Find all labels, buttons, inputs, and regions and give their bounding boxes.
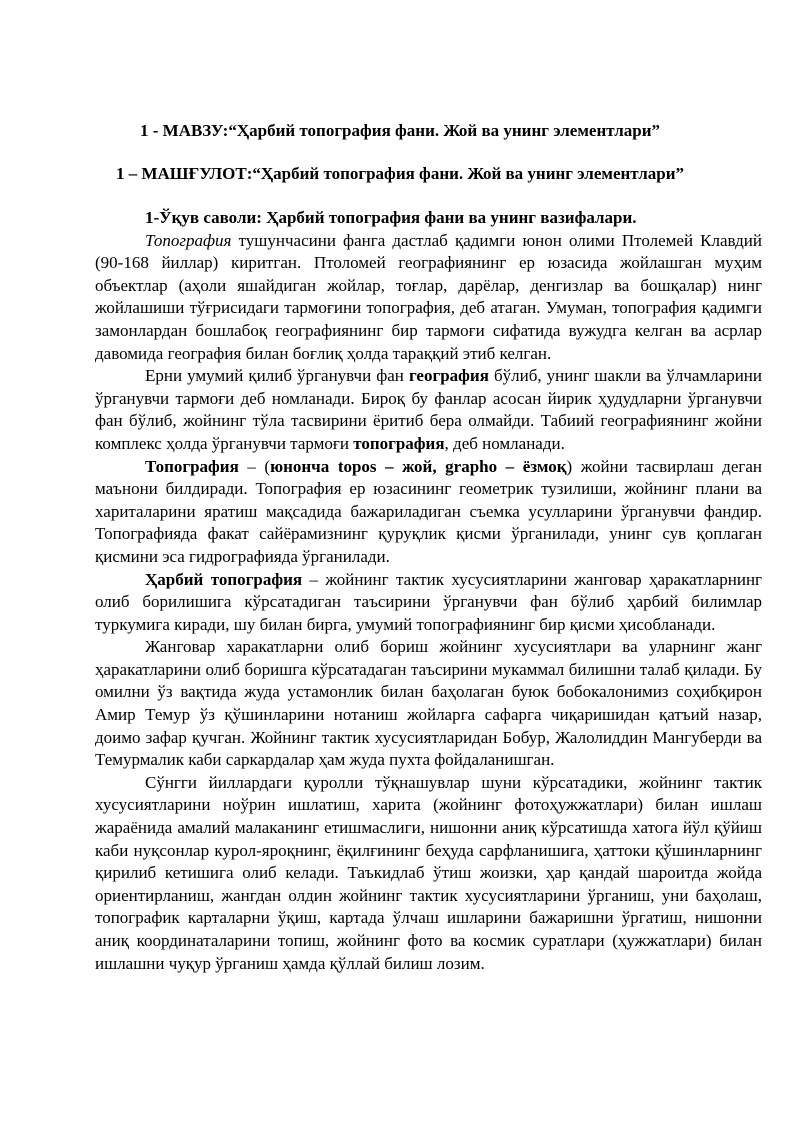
question-heading-text: 1-Ўқув саволи: Ҳарбий топография фани ва унинг вазифалари. — [145, 208, 637, 227]
paragraph-1 — [95, 230, 762, 366]
document-body — [95, 207, 762, 975]
term-military-topography: Ҳарбий топография — [145, 569, 303, 589]
paragraph-3-text: ) жойни тасвирлаш деган маънони билдиради. Топография ер юзасининг геометрик тузилиши, жойнинг плани ва хариталарини яратиш мақсадида бажариладиган съемка усулларини ўрганувчи фандир. Топографияда факат сайёрамизнинг қуруқлик қисми ўрганилади, унинг сув қоплаган қисмини эса гидрографияда ўрганилади. — [95, 456, 762, 566]
etymology-text: юнонча topos – жой, grapho – ёзмоқ — [270, 456, 567, 476]
question-heading — [95, 207, 762, 230]
paragraph-3-dash: – ( — [238, 456, 271, 476]
paragraph-6: Сўнгги йиллардаги қуролли тўқнашувлар шуни кўрсатадики, жойнинг тактик хусусиятларини ноўрин ишлатиш, харита (жойнинг фотоҳужжатлари) билан ишлаш жараёнида амалий малаканинг етишмаслиги, нишонни аниқ кўрсатишда хатога йўл қўйиш каби нуқсонлар курол-яроқнинг, ёқилғининг беҳуда сарфланишига, ҳаттоки қўшинларнинг қирилиб кетишига олиб келади. Таъкидлаб ўтиш жоизки, ҳар қандай шароитда жойда ориентирланиш, жангдан олдин жойнинг тактик хусусиятларини ўрганиш, уни баҳолаш, топографик карталарни ўқиш, картада ўлчаш ишларини бажаришни ўргатиш, нишонни аниқ координаталарини топиш, жойнинг фото ва космик суратлари (ҳужжатлари) билан ишлашни чуқур ўрганиш ҳамда қўллай билиш лозим. — [95, 772, 762, 973]
term-topography-bold: топография — [353, 433, 445, 453]
term-geography: география — [408, 366, 489, 386]
paragraph-2 — [95, 365, 762, 455]
paragraph-3 — [95, 456, 762, 569]
paragraph-2-text-a: Ерни умумий қилиб ўрганувчи фан — [145, 366, 409, 386]
paragraph-4 — [95, 569, 762, 637]
paragraph-5: Жанговар харакатларни олиб бориш жойнинг хусусиятлари ва уларнинг жанг ҳаракатларини олиб боришга кўрсатадаган таъсирини мукаммал билишни талаб қилади. Бу омилни ўз вақтида жуда устамонлик билан баҳолаган буюк бобокалонимиз соҳибқирон Амир Темур ўз қўшинларини нотаниш жойларга сафарга чиқаришидан қатъий назар, доимо зафар қучган. Жойнинг тактик хусусиятларидан Бобур, Жалолиддин Мангуберди ва Темурмалик каби саркардалар ҳам жуда пухта фойдаланишган. — [95, 637, 762, 770]
paragraph-1-text: тушунчасини фанга дастлаб қадимги юнон олими Птолемей Клавдий (90-168 йиллар) киритган. Птоломей географиянинг ер юзасида жойлашган муҳим объектлар (аҳоли яшайдиган жойлар, тоғлар, дарёлар, денгизлар ва бошқалар) нинг жойлашиши тўғрисидаги тармоғини топография, деб атаган. Умуман, топография қадимги замонлардан бошлабоқ географиянинг бир тармоғи сифатида вужудга келган ва асрлар давомида география билан боғлиқ ҳолда тараққий этиб келган. — [95, 230, 762, 363]
paragraph-4-text: – жойнинг тактик хусусиятларини жанговар ҳаракатларнинг олиб борилишига кўрсатадиган таъсирини ўрганувчи фан бўлиб ҳарбий билимлар туркумига киради, шу билан бирга, умумий топографиянинг бир қисми ҳисобланади. — [95, 569, 763, 634]
term-topography-italic: Топография — [145, 230, 232, 250]
paragraph-2-text-b: бўлиб, унинг шакли ва ўлчамларини ўрганувчи тармоғи деб номланади. Бироқ бу фанлар асосан йирик ҳудудларни ўрганувчи фан бўлиб, жойнинг тўла тасвирини ёритиб бера олмайди. Табиий географиянинг жойни комплекс ҳолда ўрганувчи тармоғи — [95, 366, 762, 453]
topic-heading: 1 - МАВЗУ:“Ҳарбий топография фани. Жой ва унинг элементлари” — [139, 121, 660, 140]
term-topography-definition: Топография — [145, 456, 239, 476]
paragraph-2-text-c: , деб номланади. — [444, 433, 565, 453]
lesson-heading: 1 – МАШҒУЛОТ:“Ҳарбий топография фани. Жой ва унинг элементлари” — [115, 164, 685, 183]
